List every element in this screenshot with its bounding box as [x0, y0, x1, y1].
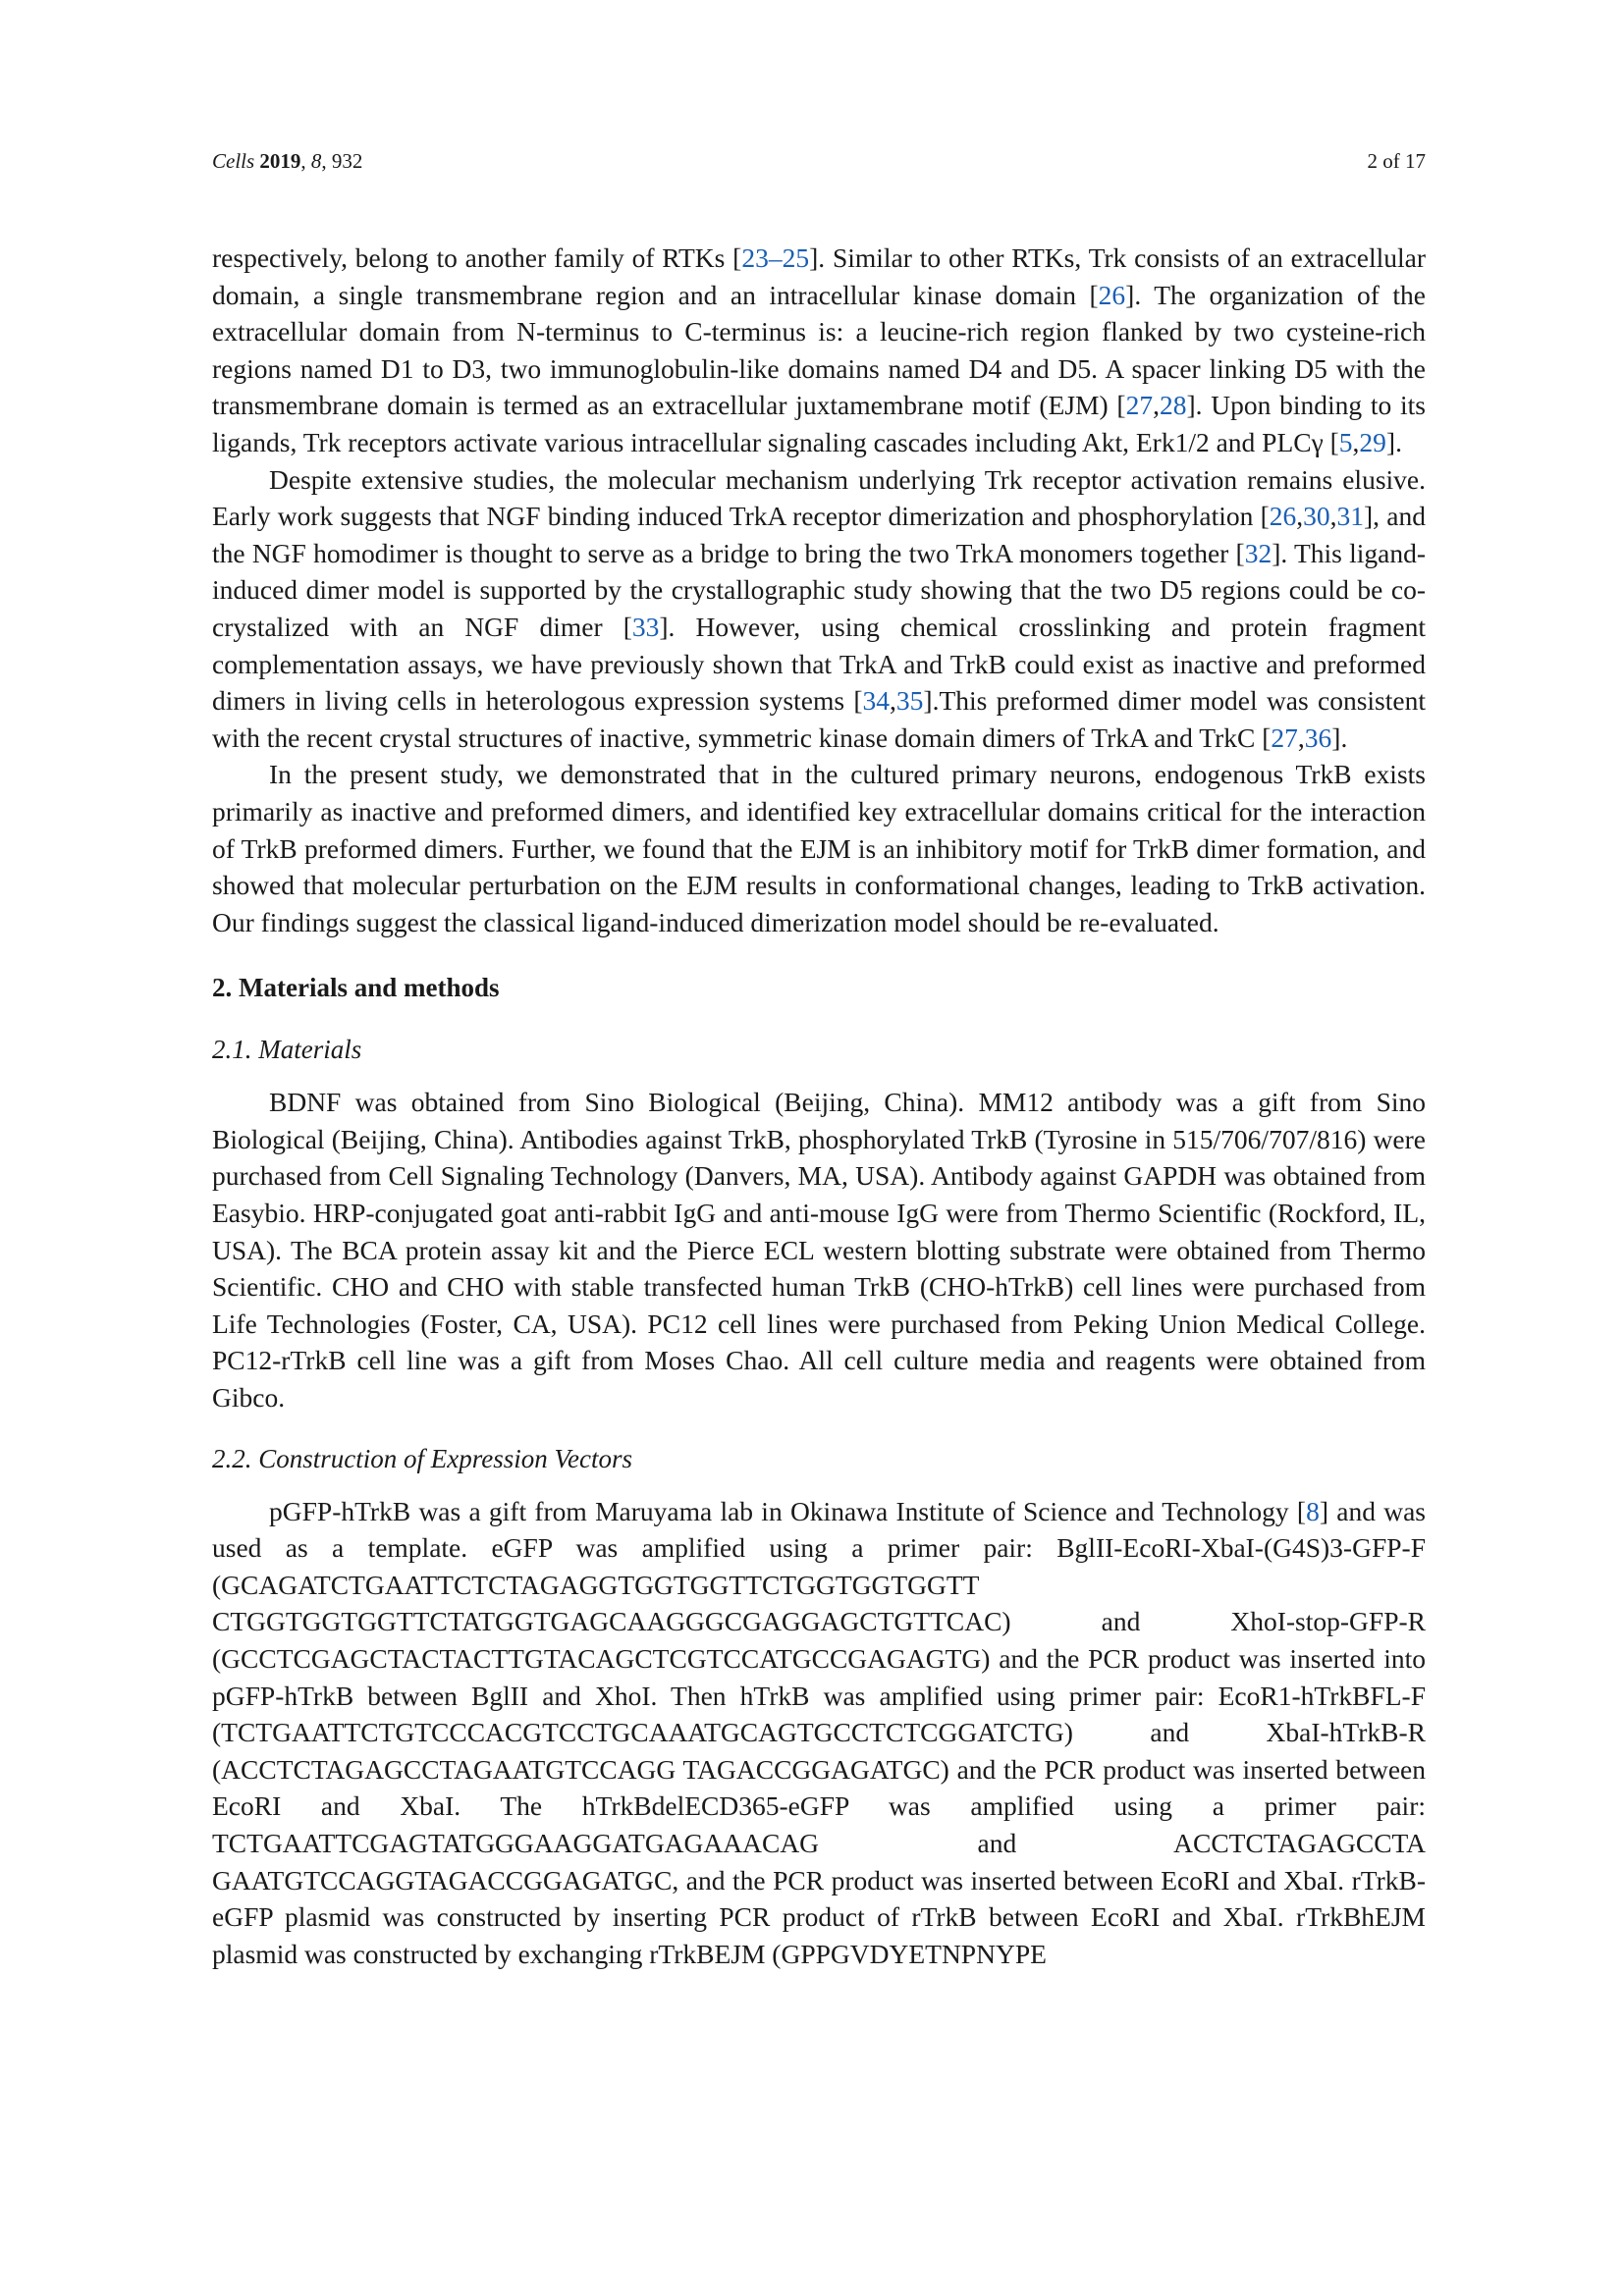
citation-link[interactable]: 5: [1338, 426, 1353, 457]
section-heading-methods: 2. Materials and methods: [212, 973, 500, 1003]
journal-name: Cells: [212, 149, 255, 173]
citation-link[interactable]: 33: [631, 611, 660, 642]
citation-link[interactable]: 36: [1304, 721, 1332, 753]
subsection-heading-vectors: 2.2. Construction of Expression Vectors: [212, 1443, 632, 1473]
running-header: [212, 149, 1426, 174]
materials-paragraph: BDNF was obtained from Sino Biological (Beijing, China). MM12 antibody was a gift from Sino Biological (Beijing, China). Antibodies against TrkB, phosphorylated TrkB (Tyrosine in 515/706/707/816) were purchased from Cell Signaling Technology (Danvers, MA, USA). Antibody against GAPDH was obtained from Easybio. HRP-conjugated goat anti-rabbit IgG and anti-mouse IgG were from Thermo Scientific (Rockford, IL, USA). The BCA protein assay kit and the Pierce ECL western blotting substrate were obtained from Thermo Scientific. CHO and CHO with stable transfected human TrkB (CHO-hTrkB) cell lines were purchased from Life Technologies (Foster, CA, USA). PC12 cell lines were purchased from Peking Union Medical College. PC12-rTrkB cell line was a gift from Moses Chao. All cell culture media and reagents were obtained from Gibco.: [212, 1087, 1426, 1414]
journal-year: 2019: [259, 149, 301, 173]
citation-link[interactable]: 34: [862, 685, 891, 717]
article-body: [212, 240, 1426, 1972]
citation-link[interactable]: 28: [1159, 390, 1187, 421]
citation-link[interactable]: 31: [1336, 501, 1365, 532]
citation-link[interactable]: 32: [1244, 537, 1272, 568]
subsection-heading-materials: 2.1. Materials: [212, 1035, 362, 1065]
intro-paragraph-1: respectively, belong to another family of RTKs [23–25]. Similar to other RTKs, Trk consists of an extracellular domain, a single transmembrane region and an intracellular kinase domain [26]. The organization of the extracellular domain from N-terminus to C-terminus is: a leucine-rich region flanked by two cysteine-rich regions named D1 to D3, two immunoglobulin-like domains named D4 and D5. A spacer linking D5 with the transmembrane domain is termed as an extracellular juxtamembrane motif (EJM) [27,28]. Upon binding to its ligands, Trk receptors activate various intracellular signaling cascades including Akt, Erk1/2 and PLCγ [5,29].: [212, 242, 1427, 457]
article-number: 932: [331, 149, 363, 173]
citation-link[interactable]: 30: [1303, 501, 1330, 532]
vectors-paragraph: pGFP-hTrkB was a gift from Maruyama lab in Okinawa Institute of Science and Technology [8] and was used as a template. eGFP was amplified using a primer pair: BglII-EcoRI-XbaI-(G4S)3-GFP-F (GCAGATCTGAATTCTCTAGAGGTGGTGGTTCTGGTGGTGGTT CTGGTGGTGGTTCTATGGTGAGCAAGGGCGAGGAGCTGTTCAC) and XhoI-stop-GFP-R (GCCTCGAGCTACTACTTGTACAGCTCGTCCATGCCGAGAGTG) and the PCR product was inserted into pGFP-hTrkB between BglII and XhoI. Then hTrkB was amplified using primer pair: EcoR1-hTrkBFL-F (TCTGAATTCTGTCCCACGTCCTGCAAATGCAGTGCCTCTCGGATCTG) and XbaI-hTrkB-R (ACCTCTAGAGCCTAGAATGTCCAGG TAGACCGGAGATGC) and the PCR product was inserted between EcoRI and XbaI. The hTrkBdelECD365-eGFP was amplified using a primer pair: TCTGAATTCGAGTATGGGAAGGATGAGAAACAG and ACCTCTAGAGCCTA GAATGTCCAGGTAGACCGGAGATGC, and the PCR product was inserted between EcoRI and XbaI. rTrkB-eGFP plasmid was constructed by inserting PCR product of rTrkB between EcoRI and XbaI. rTrkBhEJM plasmid was constructed by exchanging rTrkBEJM (GPPGVDYETNPNYPE: [212, 1495, 1426, 1969]
intro-paragraph-3: In the present study, we demonstrated that in the cultured primary neurons, endogenous TrkB exists primarily as inactive and preformed dimers, and identified key extracellular domains critical for the interaction of TrkB preformed dimers. Further, we found that the EJM is an inhibitory motif for TrkB dimer formation, and showed that molecular perturbation on the EJM results in conformational changes, leading to TrkB activation. Our findings suggest the classical ligand-induced dimerization model should be re-evaluated.: [212, 759, 1426, 937]
citation-link[interactable]: 27: [1271, 721, 1298, 753]
journal-volume: 8: [310, 149, 322, 173]
citation-link[interactable]: 8: [1306, 1495, 1320, 1526]
page-number: 2 of 17: [1367, 149, 1426, 173]
journal-citation: Cells 2019, 8, 932: [212, 149, 363, 173]
citation-link[interactable]: 26: [1098, 279, 1126, 310]
citation-link[interactable]: 23–25: [741, 242, 810, 273]
citation-link[interactable]: 29: [1359, 426, 1386, 457]
citation-link[interactable]: 35: [895, 685, 924, 717]
intro-paragraph-2: Despite extensive studies, the molecular mechanism underlying Trk receptor activation remains elusive. Early work suggests that NGF binding induced TrkA receptor dimerization and phosphorylation [26,30,31], and the NGF homodimer is thought to serve as a bridge to bring the two TrkA monomers together [32]. This ligand-induced dimer model is supported by the crystallographic study showing that the two D5 regions could be co-crystalized with an NGF dimer [33]. However, using chemical crosslinking and protein fragment complementation assays, we have previously shown that TrkA and TrkB could exist as inactive and preformed dimers in living cells in heterologous expression systems [34,35].This preformed dimer model was consistent with the recent crystal structures of inactive, symmetric kinase domain dimers of TrkA and TrkC [27,36].: [212, 463, 1426, 753]
citation-link[interactable]: 27: [1125, 390, 1154, 421]
citation-link[interactable]: 26: [1269, 501, 1297, 532]
